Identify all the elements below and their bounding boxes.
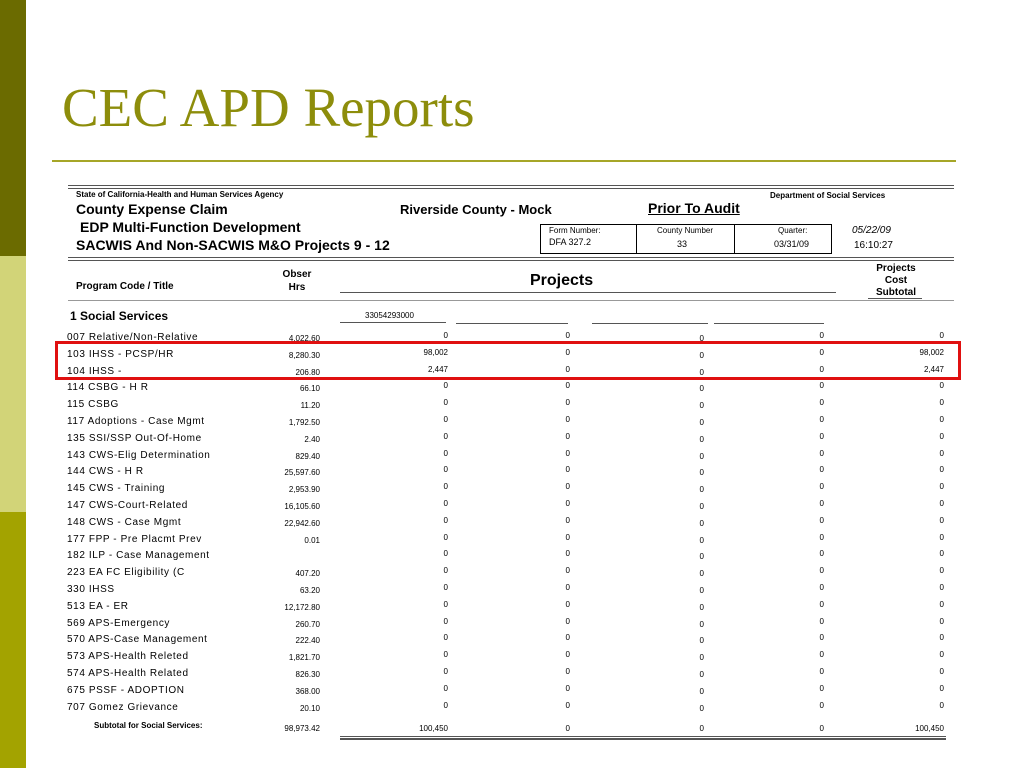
obser-hrs: 368.00 xyxy=(295,686,320,696)
obser-hrs: 0.01 xyxy=(304,535,320,545)
program-code-title: 573 APS-Health Releted xyxy=(67,651,189,663)
project-2-cost: 0 xyxy=(565,650,570,660)
projects-cost-subtotal: 0 xyxy=(939,532,944,542)
report-subtitle: EDP Multi-Function Development xyxy=(80,219,301,235)
project-1-cost: 0 xyxy=(443,331,448,340)
program-code-title: 223 EA FC Eligibility (C xyxy=(67,567,185,579)
program-code-title: 115 CSBG xyxy=(67,399,119,411)
table-row xyxy=(0,378,1024,395)
obser-hrs: 407.20 xyxy=(295,569,320,579)
projects-cost-subtotal: 0 xyxy=(939,616,944,626)
project-3-cost: 0 xyxy=(699,367,704,377)
table-row xyxy=(0,513,1024,530)
county-number-cell xyxy=(637,225,735,253)
project-1-cost: 0 xyxy=(443,549,448,559)
project-3-cost: 0 xyxy=(699,518,704,528)
projects-cost-subtotal: 0 xyxy=(939,515,944,525)
project-1-cost: 0 xyxy=(443,431,448,441)
projects-cost-subtotal: 0 xyxy=(939,650,944,660)
project-col-rule-2 xyxy=(456,323,568,324)
obser-hrs: 12,172.80 xyxy=(284,602,320,612)
table-row xyxy=(0,563,1024,580)
project-3-cost: 0 xyxy=(699,468,704,478)
program-code-title: 117 Adoptions - Case Mgmt xyxy=(67,416,205,427)
obser-hrs: 11.20 xyxy=(300,401,320,411)
projects-cost-subtotal: 0 xyxy=(939,398,944,408)
project-1-cost: 0 xyxy=(443,700,448,710)
subtotal-rule-2 xyxy=(340,738,946,740)
project-4-cost: 0 xyxy=(819,633,824,643)
program-code-title: 513 EA - ER xyxy=(67,600,129,612)
project-1-cost: 0 xyxy=(443,633,448,643)
report-top-rule-2 xyxy=(68,188,954,189)
run-time: 16:10:27 xyxy=(854,240,893,251)
table-row xyxy=(0,681,1024,698)
project-3-cost: 0 xyxy=(699,636,704,646)
project-2-cost: 0 xyxy=(565,633,570,643)
program-code-title: 148 CWS - Case Mgmt xyxy=(67,516,182,528)
project-1-cost: 0 xyxy=(443,515,448,525)
project-2-cost: 0 xyxy=(565,364,570,374)
projects-cost-subtotal: 0 xyxy=(939,381,944,391)
obser-hrs: 1,821.70 xyxy=(288,653,320,663)
project-3-cost: 0 xyxy=(699,670,704,679)
project-1-cost: 0 xyxy=(443,398,448,408)
section-account-number: 33054293000 xyxy=(365,311,414,320)
project-4-cost: 0 xyxy=(819,398,824,408)
form-number-label: Form Number: xyxy=(549,226,601,235)
quarter-label: Quarter: xyxy=(778,226,808,235)
agency-name: State of California-Health and Human Services Agency xyxy=(76,190,284,199)
projects-cost-subtotal: 0 xyxy=(939,667,944,676)
project-3-cost: 0 xyxy=(699,502,704,511)
subtotal-project-3: 0 xyxy=(699,724,704,733)
section-social-services: 1 Social Services xyxy=(70,309,169,323)
project-3-cost: 0 xyxy=(699,334,704,343)
project-3-cost: 0 xyxy=(699,535,704,545)
subtotal-label: Subtotal for Social Services: xyxy=(94,721,203,730)
project-2-cost: 0 xyxy=(565,566,570,576)
run-date: 05/22/09 xyxy=(852,225,891,236)
subtotal-project-1: 100,450 xyxy=(419,724,448,733)
table-row xyxy=(0,462,1024,479)
project-1-cost: 0 xyxy=(443,415,448,424)
project-3-cost: 0 xyxy=(699,619,704,629)
subtotal-project-2: 0 xyxy=(565,724,570,733)
project-3-cost: 0 xyxy=(699,401,704,411)
table-row xyxy=(0,580,1024,597)
project-4-cost: 0 xyxy=(819,683,824,693)
project-3-cost: 0 xyxy=(699,418,704,427)
projects-cost-subtotal: 0 xyxy=(939,499,944,508)
table-row xyxy=(0,546,1024,563)
table-row xyxy=(0,664,1024,681)
program-code-title: 574 APS-Health Related xyxy=(67,668,189,679)
project-2-cost: 0 xyxy=(565,667,570,676)
table-row xyxy=(0,698,1024,715)
project-col-rule-4 xyxy=(714,323,824,324)
project-4-cost: 0 xyxy=(819,583,824,592)
project-2-cost: 0 xyxy=(565,700,570,710)
obser-hrs: 2,953.90 xyxy=(288,485,320,495)
program-code-title: 570 APS-Case Management xyxy=(67,634,208,646)
projects-cost-subtotal: 0 xyxy=(939,566,944,576)
program-code-title: 104 IHSS - xyxy=(67,365,122,377)
project-4-cost: 0 xyxy=(819,465,824,475)
project-1-cost: 0 xyxy=(443,499,448,508)
table-row xyxy=(0,395,1024,412)
projects-cost-subtotal: 0 xyxy=(939,448,944,458)
projects-cost-subtotal: 0 xyxy=(939,331,944,340)
project-4-cost: 0 xyxy=(819,431,824,441)
projects-header-underline xyxy=(340,292,836,293)
project-1-cost: 0 xyxy=(443,667,448,676)
project-2-cost: 0 xyxy=(565,515,570,525)
program-code-title: 330 IHSS xyxy=(67,584,115,595)
form-info-box xyxy=(540,224,832,254)
projects-cost-subtotal: 0 xyxy=(939,700,944,710)
obser-hrs: 2.40 xyxy=(304,434,320,444)
program-code-title: 569 APS-Emergency xyxy=(67,617,171,629)
projects-cost-subtotal: 0 xyxy=(939,415,944,424)
table-row xyxy=(0,630,1024,647)
report-projects-title: SACWIS And Non-SACWIS M&O Projects 9 - 12 xyxy=(76,237,390,253)
county-number-value: 33 xyxy=(677,239,688,249)
project-2-cost: 0 xyxy=(565,465,570,475)
project-col-rule-3 xyxy=(592,323,708,324)
obser-hrs: 16,105.60 xyxy=(284,502,320,511)
project-4-cost: 0 xyxy=(819,532,824,542)
project-1-cost: 0 xyxy=(443,583,448,592)
audit-status: Prior To Audit xyxy=(648,200,740,216)
project-1-cost: 0 xyxy=(443,465,448,475)
project-4-cost: 0 xyxy=(819,700,824,710)
project-3-cost: 0 xyxy=(699,350,704,360)
project-4-cost: 0 xyxy=(819,347,824,357)
project-2-cost: 0 xyxy=(565,347,570,357)
county-name: Riverside County - Mock xyxy=(400,202,552,217)
project-3-cost: 0 xyxy=(699,686,704,696)
project-2-cost: 0 xyxy=(565,398,570,408)
project-2-cost: 0 xyxy=(565,583,570,592)
obser-hrs: 829.40 xyxy=(295,451,320,461)
obser-hrs: 826.30 xyxy=(295,670,320,679)
projects-cost-subtotal: 0 xyxy=(939,482,944,492)
subtotal-project-4: 0 xyxy=(819,724,824,733)
table-row xyxy=(0,496,1024,513)
project-1-cost: 0 xyxy=(443,599,448,609)
subtotal-rule xyxy=(340,736,946,737)
projects-cost-subtotal: 0 xyxy=(939,431,944,441)
form-number-value: DFA 327.2 xyxy=(549,237,592,247)
program-code-title: 707 Gomez Grievance xyxy=(67,701,179,713)
program-code-title: 114 CSBG - H R xyxy=(67,382,149,394)
project-3-cost: 0 xyxy=(699,485,704,495)
table-row xyxy=(0,530,1024,547)
program-code-title: 135 SSI/SSP Out-Of-Home xyxy=(67,432,202,444)
projects-cost-subtotal: 98,002 xyxy=(919,347,944,357)
project-4-cost: 0 xyxy=(819,616,824,626)
obser-hrs: 8,280.30 xyxy=(288,350,320,360)
project-2-cost: 0 xyxy=(565,499,570,508)
table-row xyxy=(0,479,1024,496)
obser-hrs: 20.10 xyxy=(299,703,320,713)
program-code-title: 143 CWS-Elig Determination xyxy=(67,449,211,461)
project-1-cost: 0 xyxy=(443,482,448,492)
program-code-title: 675 PSSF - ADOPTION xyxy=(67,684,185,696)
obser-hrs: 22,942.60 xyxy=(284,518,320,528)
project-3-cost: 0 xyxy=(699,384,704,394)
project-1-cost: 0 xyxy=(443,381,448,391)
project-1-cost: 0 xyxy=(443,650,448,660)
report-title: County Expense Claim xyxy=(76,201,228,217)
table-row xyxy=(0,647,1024,664)
projects-cost-subtotal: 0 xyxy=(939,549,944,559)
obser-hrs: 4,022.60 xyxy=(288,334,320,343)
project-2-cost: 0 xyxy=(565,415,570,424)
quarter-value: 03/31/09 xyxy=(774,239,810,249)
project-3-cost: 0 xyxy=(699,434,704,444)
project-3-cost: 0 xyxy=(699,703,704,713)
project-2-cost: 0 xyxy=(565,599,570,609)
department-name: Department of Social Services xyxy=(770,191,886,200)
project-4-cost: 0 xyxy=(819,364,824,374)
obser-hrs: 260.70 xyxy=(295,619,320,629)
project-4-cost: 0 xyxy=(819,566,824,576)
obser-hrs: 206.80 xyxy=(295,367,320,377)
subtotal-hrs: 98,973.42 xyxy=(284,724,320,733)
project-2-cost: 0 xyxy=(565,331,570,340)
slide-title: CEC APD Reports xyxy=(62,77,475,138)
project-4-cost: 0 xyxy=(819,650,824,660)
project-2-cost: 0 xyxy=(565,381,570,391)
form-number-cell xyxy=(541,225,637,253)
project-col-rule-1 xyxy=(340,322,446,323)
header-projects: Projects xyxy=(530,272,594,289)
table-row xyxy=(0,446,1024,463)
obser-hrs: 222.40 xyxy=(295,636,320,646)
projects-cost-subtotal: 0 xyxy=(939,583,944,592)
project-3-cost: 0 xyxy=(699,586,704,595)
table-row xyxy=(0,597,1024,614)
project-1-cost: 0 xyxy=(443,566,448,576)
project-2-cost: 0 xyxy=(565,532,570,542)
projects-cost-subtotal: 0 xyxy=(939,683,944,693)
project-2-cost: 0 xyxy=(565,616,570,626)
project-4-cost: 0 xyxy=(819,331,824,340)
projects-cost-subtotal: 0 xyxy=(939,465,944,475)
program-code-title: 147 CWS-Court-Related xyxy=(67,500,188,511)
project-1-cost: 0 xyxy=(443,532,448,542)
project-2-cost: 0 xyxy=(565,431,570,441)
header-obser-hrs: Obser Hrs xyxy=(282,269,312,293)
project-1-cost: 0 xyxy=(443,448,448,458)
program-code-title: 177 FPP - Pre Placmt Prev xyxy=(67,533,202,545)
obser-hrs: 63.20 xyxy=(299,586,320,595)
project-3-cost: 0 xyxy=(699,569,704,579)
project-4-cost: 0 xyxy=(819,381,824,391)
header-top-rule xyxy=(68,257,954,258)
obser-hrs: 66.10 xyxy=(299,384,320,394)
project-3-cost: 0 xyxy=(699,552,704,562)
subtotal-cost: 100,450 xyxy=(915,724,944,733)
program-code-title: 103 IHSS - PCSP/HR xyxy=(67,348,174,360)
header-top-rule-2 xyxy=(68,260,954,261)
project-4-cost: 0 xyxy=(819,549,824,559)
projects-cost-subtotal: 0 xyxy=(939,599,944,609)
project-4-cost: 0 xyxy=(819,515,824,525)
highlight-box xyxy=(55,341,961,380)
project-1-cost: 2,447 xyxy=(427,364,448,374)
project-4-cost: 0 xyxy=(819,499,824,508)
program-code-title: 007 Relative/Non-Relative xyxy=(67,332,199,343)
project-1-cost: 98,002 xyxy=(423,347,448,357)
program-code-title: 182 ILP - Case Management xyxy=(67,550,210,562)
projects-cost-subtotal: 2,447 xyxy=(923,364,944,374)
project-4-cost: 0 xyxy=(819,667,824,676)
project-4-cost: 0 xyxy=(819,448,824,458)
project-2-cost: 0 xyxy=(565,549,570,559)
obser-hrs: 25,597.60 xyxy=(284,468,320,478)
project-1-cost: 0 xyxy=(443,616,448,626)
header-projects-cost-subtotal: Projects Cost Subtotal xyxy=(876,263,916,298)
obser-hrs: 1,792.50 xyxy=(288,418,320,427)
program-code-title: 144 CWS - H R xyxy=(67,466,144,478)
project-4-cost: 0 xyxy=(819,415,824,424)
county-number-label: County Number xyxy=(657,226,714,235)
header-bottom-rule xyxy=(68,300,954,301)
project-4-cost: 0 xyxy=(819,599,824,609)
project-4-cost: 0 xyxy=(819,482,824,492)
program-code-title: 145 CWS - Training xyxy=(67,483,166,495)
cost-header-underline xyxy=(868,298,922,299)
header-program-code-title: Program Code / Title xyxy=(76,281,174,292)
table-row xyxy=(0,412,1024,429)
table-row xyxy=(0,614,1024,631)
project-2-cost: 0 xyxy=(565,482,570,492)
project-1-cost: 0 xyxy=(443,683,448,693)
report-top-rule xyxy=(68,185,954,186)
project-2-cost: 0 xyxy=(565,448,570,458)
project-3-cost: 0 xyxy=(699,602,704,612)
projects-cost-subtotal: 0 xyxy=(939,633,944,643)
table-row xyxy=(0,429,1024,446)
project-2-cost: 0 xyxy=(565,683,570,693)
project-3-cost: 0 xyxy=(699,451,704,461)
project-3-cost: 0 xyxy=(699,653,704,663)
